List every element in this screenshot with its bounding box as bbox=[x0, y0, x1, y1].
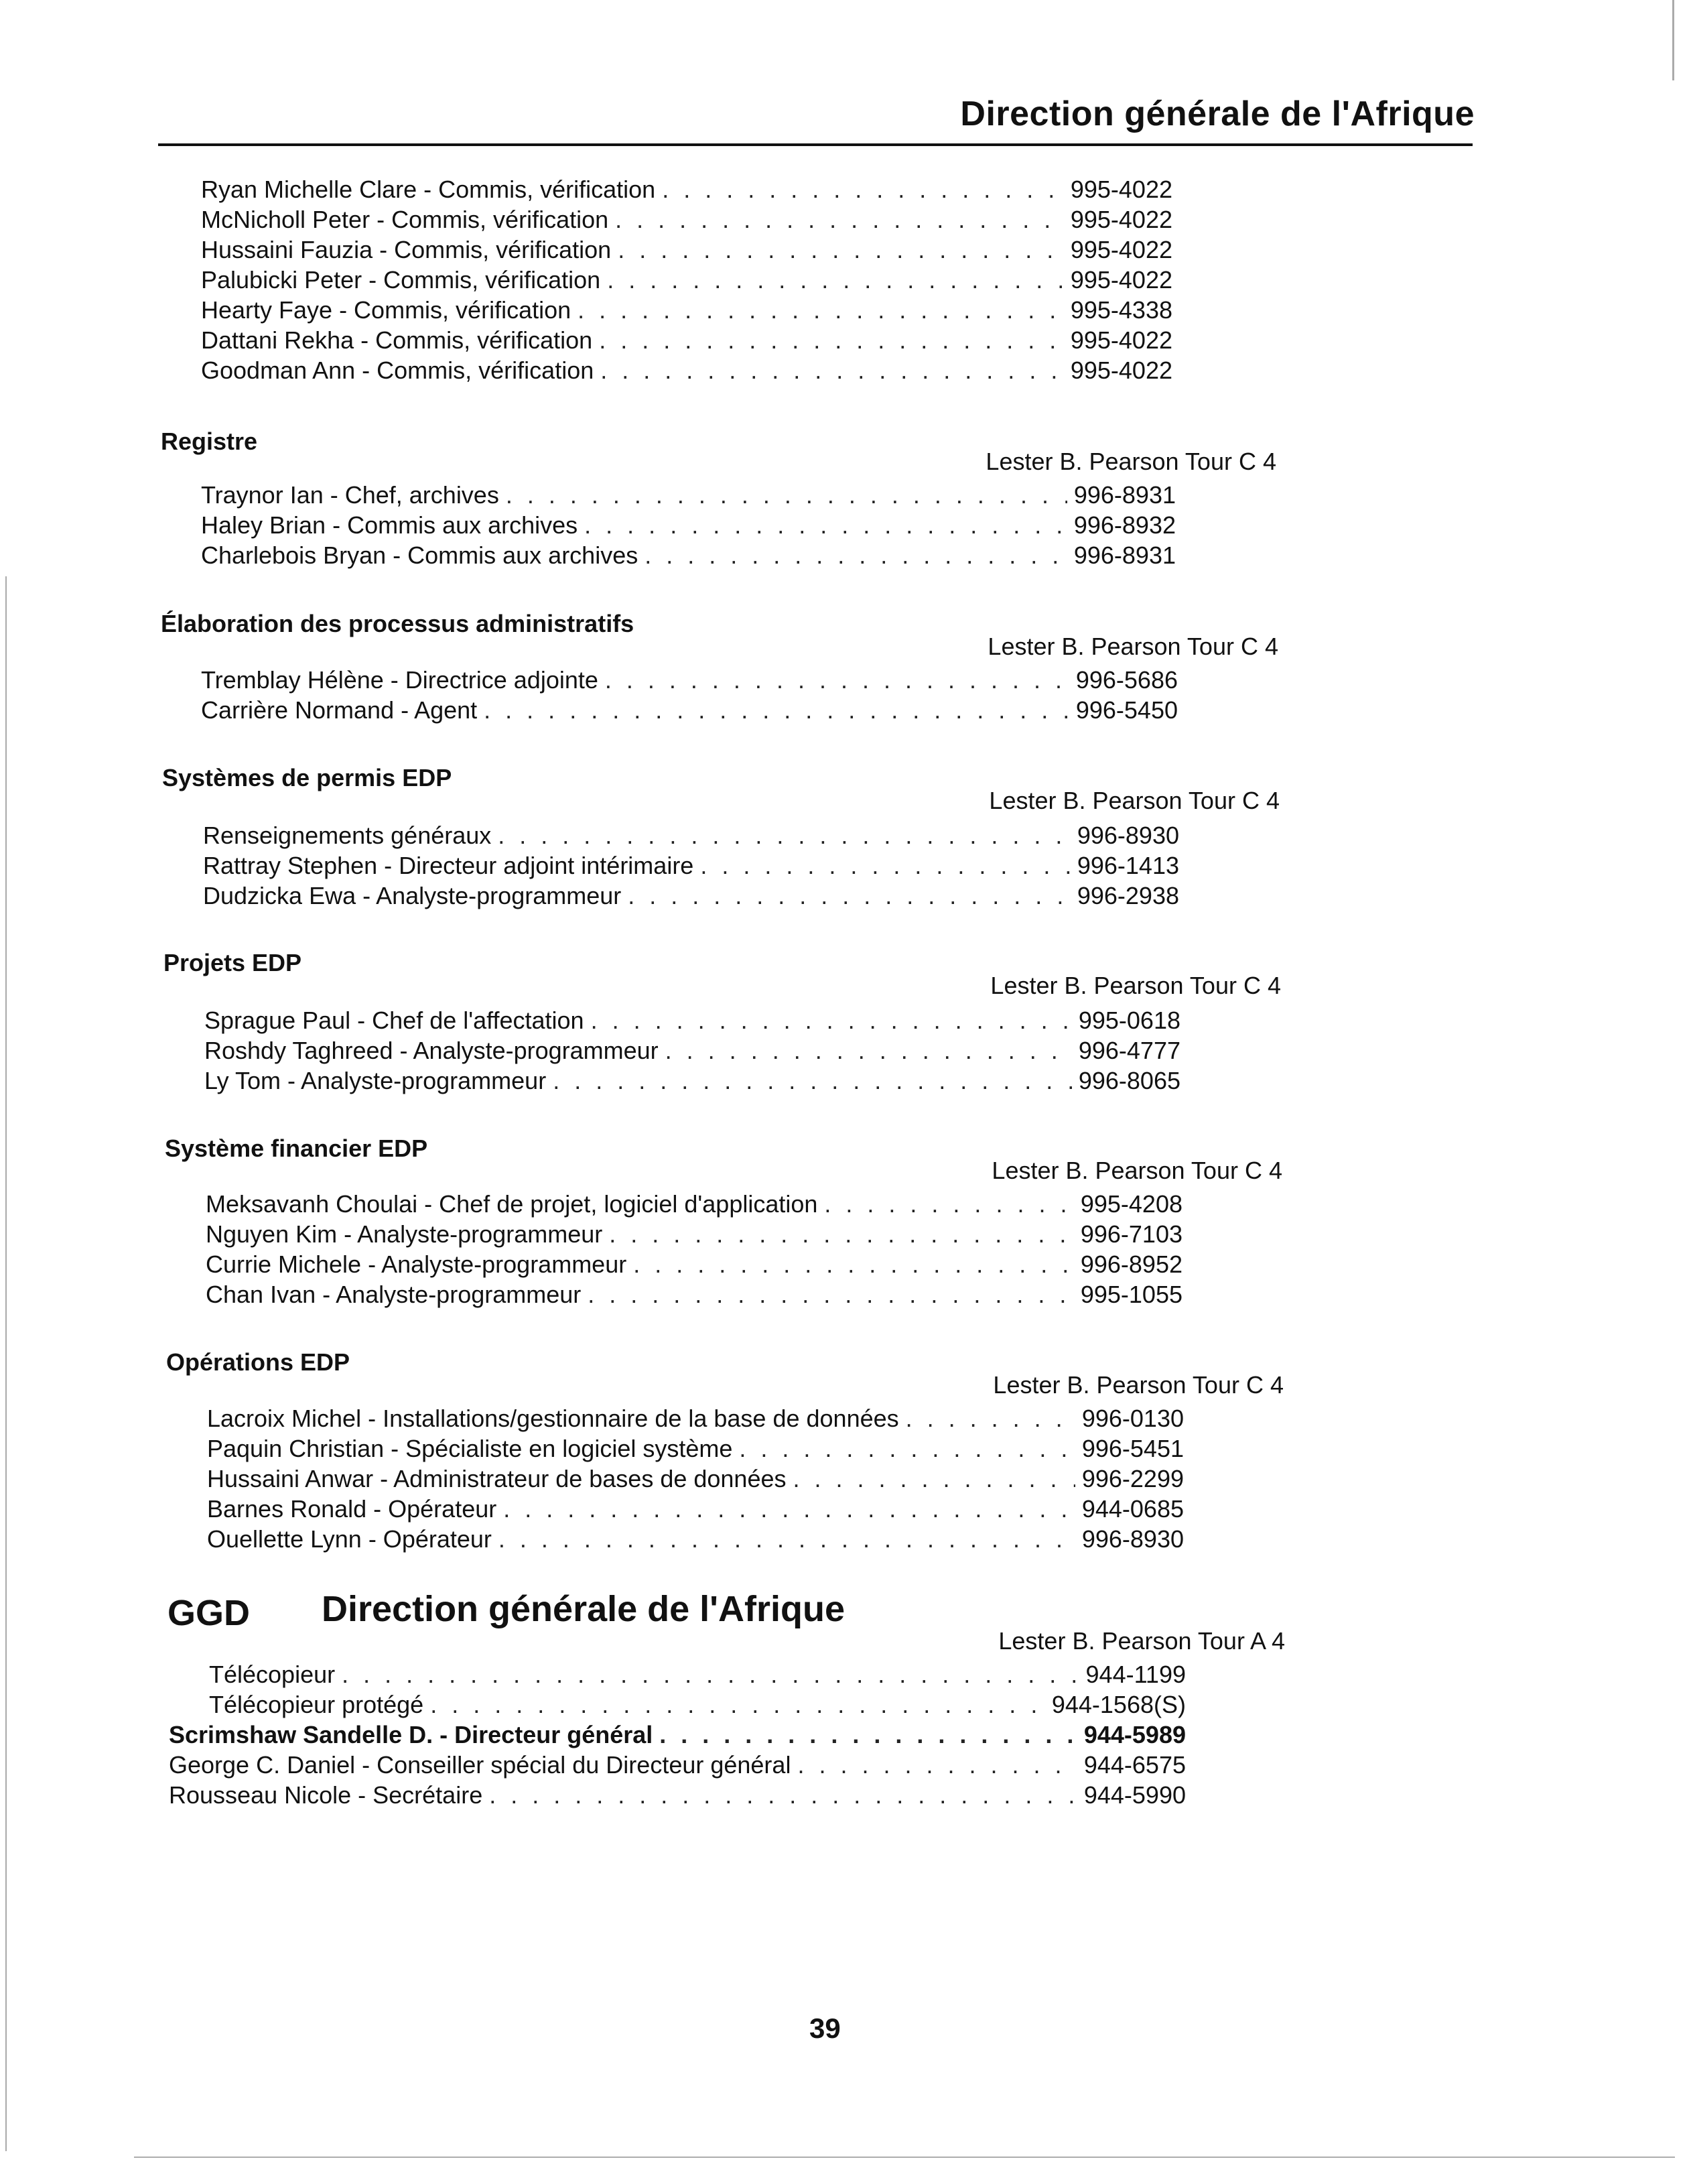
section-title: Registre bbox=[161, 428, 258, 455]
directory-entry: Ouellette Lynn - Opérateur . . . 996-8930 bbox=[207, 1525, 1184, 1555]
page-number: 39 bbox=[809, 2012, 841, 2044]
directory-entry: Ryan Michelle Clare - Commis, vérification . . . 995-4022 bbox=[201, 176, 1172, 205]
directory-entry: Rousseau Nicole - Secrétaire . . . 944-5990 bbox=[169, 1781, 1186, 1811]
ggd-title: Direction générale de l'Afrique bbox=[322, 1589, 846, 1629]
directory-entry: Paquin Christian - Spécialiste en logiciel système . . . 996-5451 bbox=[207, 1435, 1184, 1464]
directory-entry: Currie Michele - Analyste-programmeur . . . 996-8952 bbox=[206, 1250, 1183, 1280]
section-title: Projets EDP bbox=[163, 949, 302, 976]
directory-entry: Traynor Ian - Chef, archives . . . 996-8931 bbox=[201, 481, 1176, 511]
directory-entry: Charlebois Bryan - Commis aux archives . . . 996-8931 bbox=[201, 541, 1176, 571]
section-location: Lester B. Pearson Tour C 4 bbox=[988, 633, 1278, 660]
directory-entry: George C. Daniel - Conseiller spécial du Directeur général . . . 944-6575 bbox=[169, 1751, 1186, 1781]
scan-edge-right bbox=[1672, 0, 1674, 80]
ggd-location: Lester B. Pearson Tour A 4 bbox=[998, 1627, 1285, 1655]
directory-entry: Roshdy Taghreed - Analyste-programmeur . . . 996-4777 bbox=[204, 1037, 1180, 1066]
directory-entry: Barnes Ronald - Opérateur . . . 944-0685 bbox=[207, 1495, 1184, 1525]
directory-entry: Palubicki Peter - Commis, vérification . . . 995-4022 bbox=[201, 266, 1172, 296]
section-title: Élaboration des processus administratifs bbox=[161, 610, 634, 637]
directory-entry: Rattray Stephen - Directeur adjoint intérimaire . . . 996-1413 bbox=[203, 852, 1179, 881]
section-location: Lester B. Pearson Tour C 4 bbox=[989, 787, 1280, 814]
directory-entry: Dudzicka Ewa - Analyste-programmeur . . . 996-2938 bbox=[203, 882, 1179, 911]
directory-entry: Renseignements généraux . . . 996-8930 bbox=[203, 822, 1179, 851]
section-location: Lester B. Pearson Tour C 4 bbox=[986, 448, 1276, 475]
directory-entry: Télécopieur protégé . . . 944-1568(S) bbox=[209, 1691, 1186, 1720]
directory-entry: Tremblay Hélène - Directrice adjointe . . . 996-5686 bbox=[201, 666, 1178, 696]
directory-entry: Télécopieur . . . 944-1199 bbox=[209, 1661, 1186, 1690]
section-title: Système financier EDP bbox=[165, 1135, 428, 1162]
directory-entry: Hussaini Anwar - Administrateur de bases de données . . . 996-2299 bbox=[207, 1465, 1184, 1494]
directory-entry: Goodman Ann - Commis, vérification . . . 995-4022 bbox=[201, 357, 1172, 386]
directory-entry: Meksavanh Choulai - Chef de projet, logiciel d'application . . . 995-4208 bbox=[206, 1190, 1183, 1220]
section-location: Lester B. Pearson Tour C 4 bbox=[993, 1371, 1284, 1399]
section-location: Lester B. Pearson Tour C 4 bbox=[992, 1157, 1282, 1184]
directory-entry: Hussaini Fauzia - Commis, vérification . . . 995-4022 bbox=[201, 236, 1172, 265]
ggd-code: GGD bbox=[167, 1593, 251, 1633]
section-location: Lester B. Pearson Tour C 4 bbox=[990, 972, 1281, 999]
section-title: Opérations EDP bbox=[166, 1348, 350, 1376]
directory-entry: Sprague Paul - Chef de l'affectation . . . 995-0618 bbox=[204, 1007, 1180, 1036]
page-header-title: Direction générale de l'Afrique bbox=[960, 94, 1475, 133]
directory-entry: Dattani Rekha - Commis, vérification . . . 995-4022 bbox=[201, 326, 1172, 356]
directory-entry: Hearty Faye - Commis, vérification . . . 995-4338 bbox=[201, 296, 1172, 326]
directory-entry-director: Scrimshaw Sandelle D. - Directeur général . . . 944-5989 bbox=[169, 1721, 1186, 1750]
header-rule bbox=[158, 143, 1473, 146]
section-title: Systèmes de permis EDP bbox=[162, 764, 452, 791]
directory-entry: Haley Brian - Commis aux archives . . . 996-8932 bbox=[201, 511, 1176, 541]
directory-entry: Carrière Normand - Agent . . . 996-5450 bbox=[201, 696, 1178, 726]
directory-entry: Nguyen Kim - Analyste-programmeur . . . 996-7103 bbox=[206, 1220, 1183, 1250]
scan-edge-left bbox=[5, 576, 7, 2151]
directory-entry: Chan Ivan - Analyste-programmeur . . . 995-1055 bbox=[206, 1281, 1183, 1310]
directory-entry: Ly Tom - Analyste-programmeur . . . 996-8065 bbox=[204, 1067, 1180, 1096]
directory-entry: Lacroix Michel - Installations/gestionnaire de la base de données . . . 996-0130 bbox=[207, 1405, 1184, 1434]
directory-entry: McNicholl Peter - Commis, vérification . . . 995-4022 bbox=[201, 206, 1172, 235]
scan-edge-bottom bbox=[134, 2157, 1675, 2158]
